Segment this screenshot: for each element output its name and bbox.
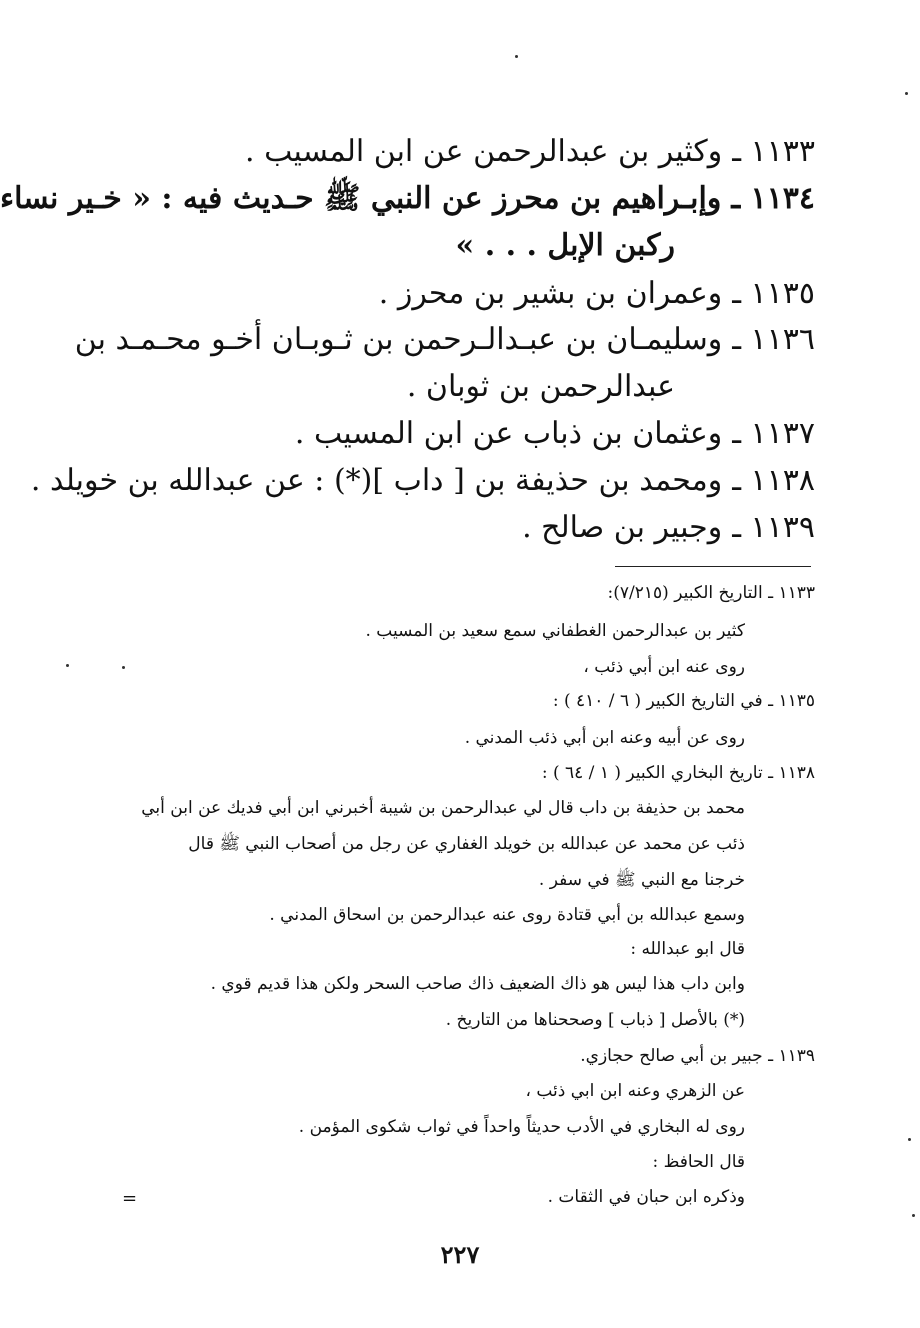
scan-speck <box>905 92 908 95</box>
entry-continuation: ركبن الإبل . . . » <box>455 228 675 263</box>
entry-1136 <box>74 316 815 410</box>
entry-text: وجبير بن صالح . <box>522 510 723 545</box>
entry-1133 <box>105 128 815 175</box>
entry-number: ١١٣٣ ـ <box>732 134 815 169</box>
scan-speck <box>122 666 125 669</box>
entry-number: ١١٣٦ ـ <box>732 322 815 357</box>
entry-number: ١١٣٧ ـ <box>732 416 815 451</box>
note-heading-1135: ١١٣٥ ـ في التاريخ الكبير ( ٦ / ٤١٠ ) : <box>552 691 815 711</box>
note-line: وذكره ابن حبان في الثقات . <box>547 1187 745 1207</box>
footnote-divider <box>615 566 811 567</box>
margin-mark: = <box>122 1188 138 1209</box>
note-line: روى عنه ابن أبي ذئب ، <box>583 657 745 677</box>
entry-1137 <box>105 410 815 457</box>
scan-speck <box>912 1214 915 1217</box>
scan-speck <box>515 55 518 58</box>
note-line: وسمع عبدالله بن أبي قتادة روى عنه عبدالرحمن بن اسحاق المدني . <box>269 905 745 925</box>
note-line: خرجنا مع النبي ﷺ في سفر . <box>538 870 745 890</box>
note-heading-1138: ١١٣٨ ـ تاريخ البخاري الكبير ( ١ / ٦٤ ) : <box>541 763 815 783</box>
entry-number: ١١٣٤ ـ <box>731 181 815 216</box>
entry-text: وإبـراهيم بن محرز عن النبي ﷺ حـديث فيه : « خـير نساء <box>0 181 722 216</box>
note-line: قال ابو عبدالله : <box>630 939 745 959</box>
entry-text: وسليمـان بن عبـدالـرحمن بن ثـوبـان أخـو محـمـد بن <box>74 322 723 357</box>
scan-speck <box>908 1138 911 1141</box>
entry-text: وكثير بن عبدالرحمن عن ابن المسيب . <box>245 134 723 169</box>
note-line: عن الزهري وعنه ابن ابي ذئب ، <box>525 1081 745 1101</box>
scan-speck <box>66 664 69 667</box>
entry-number: ١١٣٨ ـ <box>732 463 815 498</box>
entry-number: ١١٣٥ ـ <box>732 276 815 311</box>
note-line: محمد بن حذيفة بن داب قال لي عبدالرحمن بن شيبة أخبرني ابن أبي فديك عن ابن أبي <box>141 798 745 818</box>
entry-1135 <box>105 270 815 317</box>
note-line: وابن داب هذا ليس هو ذاك الضعيف ذاك صاحب السحر ولكن هذا قديم قوي . <box>210 974 745 994</box>
note-heading-1139: ١١٣٩ ـ جبير بن أبي صالح حجازي. <box>580 1046 815 1066</box>
entry-1139 <box>105 504 815 551</box>
note-heading-1133: ١١٣٣ ـ التاريخ الكبير (٧/٢١٥): <box>607 583 815 603</box>
entry-text: ومحمد بن حذيفة بن [ داب ](*) : عن عبدالله بن خويلد . <box>30 463 723 498</box>
entry-1134 <box>0 175 815 269</box>
entry-continuation: عبدالرحمن بن ثوبان . <box>406 369 675 404</box>
entry-text: وعمران بن بشير بن محرز . <box>378 276 723 311</box>
note-line: روى عن أبيه وعنه ابن أبي ذئب المدني . <box>464 728 745 748</box>
entry-number: ١١٣٩ ـ <box>732 510 815 545</box>
entry-1138 <box>30 457 815 504</box>
page-number: ٢٢٧ <box>440 1240 480 1269</box>
entry-text: وعثمان بن ذباب عن ابن المسيب . <box>294 416 723 451</box>
note-line: ذئب عن محمد عن عبدالله بن خويلد الغفاري عن رجل من أصحاب النبي ﷺ قال <box>188 834 745 854</box>
note-line: كثير بن عبدالرحمن الغطفاني سمع سعيد بن المسيب . <box>365 621 745 641</box>
note-line: قال الحافظ : <box>652 1152 745 1172</box>
footnote-marker-line: (*) بالأصل [ ذباب ] وصححناها من التاريخ . <box>445 1010 745 1030</box>
note-line: روى له البخاري في الأدب حديثاً واحداً في ثواب شكوى المؤمن . <box>298 1117 745 1137</box>
